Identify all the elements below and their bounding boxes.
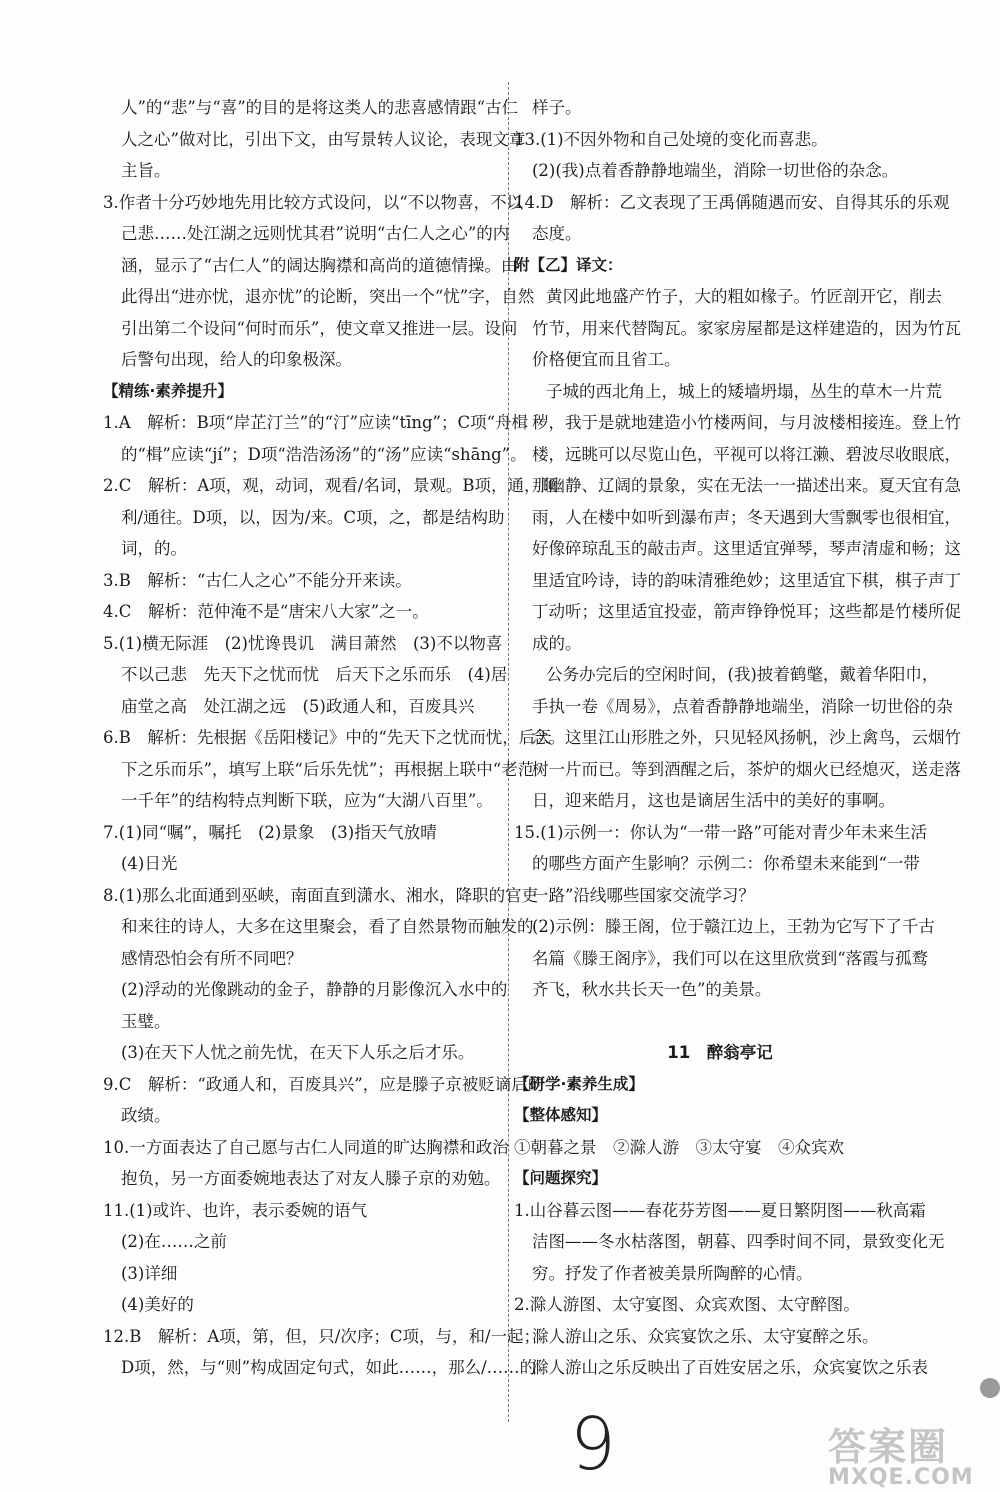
text-line: 人”的“悲”与“喜”的目的是将这类人的悲喜感情跟“古仁 (121, 98, 519, 117)
text-line: 利/通往。D项，以，因为/来。C项，之，都是结构助 (121, 507, 505, 527)
text-line: 成的。 (532, 633, 582, 653)
text-line: 此得出“进亦忧，退亦忧”的论断，突出一个“忧”字，自然 (121, 287, 535, 306)
text-line: 洁图——冬水枯落图，朝暮、四季时间不同，景致变化无 (532, 1232, 945, 1251)
text-line: 子城的西北角上，城上的矮墙坍塌，丛生的草木一片荒 (546, 381, 942, 401)
text-line: 滁人游山之乐、众宾宴饮之乐、太守宴醉之乐。 (532, 1326, 879, 1346)
text-line: 一路”沿线哪些国家交流学习？ (532, 885, 755, 905)
text-line: (4)美好的 (121, 1295, 194, 1314)
text-line: 日，迎来皓月，这也是谪居生活中的美好的事啊。 (532, 791, 895, 810)
text-line: 词，的。 (121, 539, 187, 558)
text-line: 人之心”做对比，引出下文，由写景转人议论，表现文章 (121, 129, 526, 149)
text-line: (2)示例：滕王阁，位于赣江边上，王勃为它写下了千古 (532, 917, 935, 936)
text-line: 手执一卷《周易》，点着香静静地端坐，消除一切世俗的杂 (532, 696, 953, 716)
text-line: 9.C 解析：“政通人和，百废具兴”，应是滕子京被贬谪后的 (103, 1074, 545, 1094)
text-line: 好像碎琼乱玉的敲击声。这里适宜弹琴，琴声清虚和畅；这 (532, 539, 961, 558)
text-line: 主旨。 (121, 161, 171, 180)
text-line: 黄冈此地盛产竹子，大的粗如椽子。竹匠剖开它，削去 (546, 287, 942, 306)
text-line: 不以己悲 先天下之忧而忧 后天下之乐而乐 (4)居 (121, 665, 508, 684)
text-line: 14.D 解析：乙文表现了王禹偁随遇而安、自得其乐的乐观 (514, 192, 950, 212)
text-line: 齐飞，秋水共长天一色”的美景。 (532, 980, 772, 999)
text-line: 附【乙】译文： (514, 255, 623, 274)
text-line: 穷。抒发了作者被美景所陶醉的心情。 (532, 1263, 813, 1283)
text-line: 价格便宜而且省工。 (532, 350, 681, 369)
text-line: 2.C 解析：A项，观，动词，观看/名词，景观。B项，通，顺 (103, 476, 557, 495)
text-line: D项，然，与“则”构成固定句式，如此……，那么/……的 (121, 1358, 537, 1377)
text-line: 名篇《滕王阁序》，我们可以在这里欣赏到“落霞与孤鹜 (532, 948, 929, 968)
text-line: 和来往的诗人，大多在这里聚会，看了自然景物而触发的 (121, 917, 534, 936)
text-line: (3)详细 (121, 1263, 178, 1283)
text-line: 的“楫”应读“jí”；D项“浩浩汤汤”的“汤”应读“shāng”。 (121, 444, 527, 464)
text-line: 的哪些方面产生影响？示例二：你希望未来能到“一带 (532, 854, 920, 873)
text-line: 10.一方面表达了自己愿与古仁人同道的旷达胸襟和政治 (103, 1137, 509, 1157)
watermark (828, 1425, 974, 1490)
text-line: 下之乐而乐”，填写上联“后乐先忧”；再根据上联中“老范 (121, 759, 535, 779)
text-line: 后警句出现，给人的印象极深。 (121, 350, 352, 369)
text-line: 7.(1)同“嘱”，嘱托 (2)景象 (3)指天气放晴 (103, 822, 437, 842)
page-number: 9 (570, 1402, 616, 1486)
text-line: 那幽静、辽阔的景象，实在无法一一描述出来。夏天宜有急 (532, 476, 961, 495)
text-line: 公务办完后的空闲时间，(我)披着鹤氅，戴着华阳巾， (546, 665, 939, 684)
text-line: 【研学·素养生成】 (514, 1074, 644, 1093)
text-line: (2)在……之前 (121, 1232, 227, 1251)
text-line: 秽，我于是就地建造小竹楼两间，与月波楼相接连。登上竹 (532, 413, 961, 432)
text-line: 一千年”的结构特点判断下联，应为“大湖八百里”。 (121, 791, 493, 810)
text-line: 3.B 解析：“古仁人之心”不能分开来读。 (103, 570, 412, 590)
text-line: 念。这里江山形胜之外，只见轻风扬帆，沙上禽鸟，云烟竹 (532, 728, 961, 747)
text-line: 12.B 解析：A项，第，但，只/次序；C项，与，和/一起； (103, 1326, 541, 1346)
text-line: 【精练·素养提升】 (103, 381, 233, 400)
text-line: 里适宜吟诗，诗的韵味清雅绝妙；这里适宜下棋，棋子声丁 (532, 570, 961, 590)
text-line: ①朝暮之景 ②滁人游 ③太守宴 ④众宾欢 (514, 1137, 844, 1157)
text-line: (2)(我)点着香静静地端坐，消除一切世俗的杂念。 (532, 161, 899, 180)
watermark-sub: MXQE.COM (828, 1465, 974, 1490)
text-line: 态度。 (532, 224, 582, 243)
text-line: 【整体感知】 (514, 1106, 608, 1124)
text-line: 6.B 解析：先根据《岳阳楼记》中的“先天下之忧而忧，后天 (103, 728, 552, 747)
text-line: 【问题探究】 (514, 1169, 608, 1187)
text-line: 政绩。 (121, 1106, 171, 1125)
text-line: 树一片而已。等到酒醒之后，茶炉的烟火已经熄灭，送走落 (532, 759, 961, 779)
text-line: 庙堂之高 处江湖之远 (5)政通人和，百废具兴 (121, 696, 475, 716)
text-line: 1.山谷暮云图——春花芬芳图——夏日繁阴图——秋高霜 (514, 1200, 926, 1220)
text-line: 15.(1)示例一：你认为“一带一路”可能对青少年未来生活 (514, 822, 927, 842)
text-line: 丁动听；这里适宜投壶，箭声铮铮悦耳；这些都是竹楼所促 (532, 602, 961, 621)
text-line: 13.(1)不因外物和自己处境的变化而喜悲。 (514, 129, 828, 149)
text-line: 11 醉翁亭记 (667, 1043, 773, 1062)
text-line: 抱负，另一方面委婉地表达了对友人滕子京的劝勉。 (121, 1169, 501, 1188)
text-line: 3.作者十分巧妙地先用比较方式设问，以“不以物喜，不以 (103, 192, 524, 212)
corner-mark (980, 1378, 1000, 1398)
text-line (514, 1006, 926, 1038)
text-line: 8.(1)那么北面通到巫峡，南面直到潇水、湘水，降职的官吏 (103, 885, 539, 905)
text-line: 引出第二个设问“何时而乐”，使文章又推进一层。设问 (121, 318, 518, 338)
text-line: 玉璧。 (121, 1011, 171, 1031)
text-line: 竹节，用来代替陶瓦。家家房屋都是这样建造的，因为竹瓦 (532, 318, 961, 338)
text-line: 样子。 (532, 98, 582, 117)
text-line: (3)在天下人忧之前先忧，在天下人乐之后才乐。 (121, 1043, 475, 1062)
text-line: 2.滁人游图、太守宴图、众宾欢图、太守醉图。 (514, 1295, 860, 1314)
text-line: (4)日光 (121, 854, 178, 873)
right-column (514, 92, 961, 1384)
text-line: 1.A 解析：B项“岸芷汀兰”的“汀”应读“tīng”；C项“舟楫 (103, 413, 529, 432)
text-line: 涵，显示了“古仁人”的阔达胸襟和高尚的道德情操。由 (121, 255, 518, 275)
text-line: 感情恐怕会有所不同吧？ (121, 948, 303, 968)
watermark-main: 答案圈 (828, 1425, 949, 1469)
text-line: 4.C 解析：范仲淹不是“唐宋八大家”之一。 (103, 602, 429, 621)
text-line: 雨，人在楼中如听到瀑布声；冬天遇到大雪飘零也很相宜， (532, 507, 961, 527)
text-line: 5.(1)横无际涯 (2)忧谗畏讥 满目萧然 (3)不以物喜 (103, 633, 503, 653)
text-line: 滁人游山之乐反映出了百姓安居之乐，众宾宴饮之乐表 (532, 1358, 928, 1377)
text-line: 11.(1)或许、也许，表示委婉的语气 (103, 1200, 368, 1220)
text-line: 己悲……处江湖之远则忧其君”说明“古仁人之心”的内 (121, 224, 510, 243)
text-line: 楼，远眺可以尽览山色，平视可以将江濑、碧波尽收眼底， (532, 444, 961, 464)
text-line: (2)浮动的光像跳动的金子，静静的月影像沉入水中的 (121, 980, 508, 999)
